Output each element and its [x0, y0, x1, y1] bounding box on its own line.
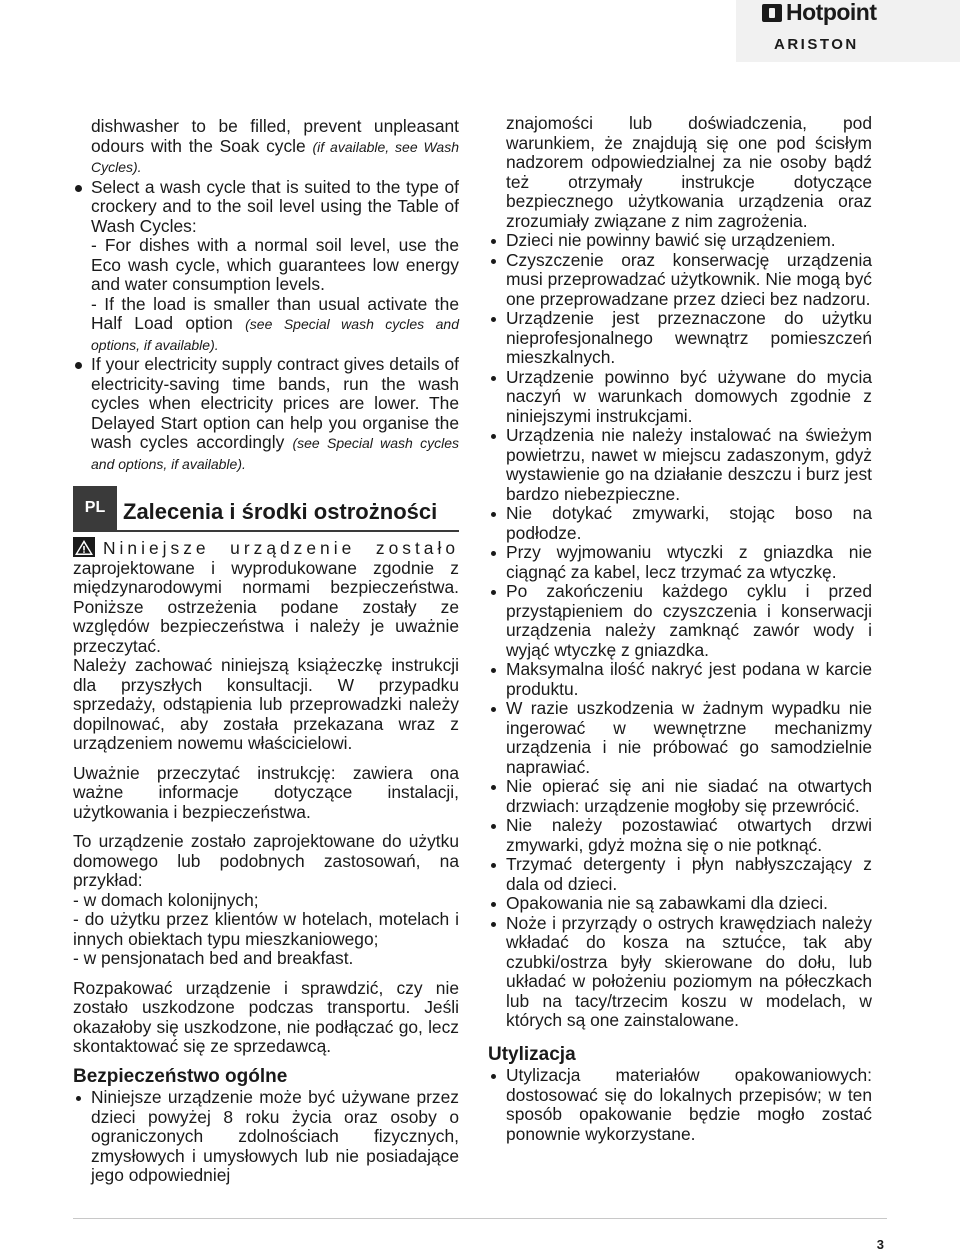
list-item: [73, 178, 459, 356]
list-item: [73, 355, 459, 474]
list-item: Po zakończeniu każdego cyklu i przed przystąpieniem do czyszczenia i konserwacji urządzenia należy zamknąć zawór wody i wyjąć wtyczkę z gniazdka.: [488, 582, 872, 660]
right-column: [488, 114, 872, 1144]
list-item: Dzieci nie powinny bawić się urządzeniem.: [488, 231, 872, 251]
paragraph: [73, 832, 459, 969]
bullet-text: If your electricity supply contract gives details of electricity-saving time bands, run the wash cycles when electricity prices are lower. The Delayed Start option can help you organise the wash cycles accordingly: [91, 354, 459, 452]
section-title: Zalecenia i środki ostrożności: [123, 499, 438, 524]
logo-sub-text: ARISTON: [774, 36, 859, 53]
list-item: Noże i przyrządy o ostrych krawędziach należy wkładać do kosza na sztućce, tak aby czubki/ostrza były skierowane do dołu, lub układać w położeniu poziomym na półeczkach lub na tacy/trzecim koszu w modelach, w których są one zainstalowane.: [488, 914, 872, 1031]
section-divider: [73, 530, 459, 532]
bullet-text: Select a wash cycle that is suited to the type of crockery and to the soil level using the Table of Wash Cycles:: [91, 176, 459, 236]
left-column-polish: [73, 537, 459, 1186]
bullet-dash-text: - If the load is smaller than usual activate the Half Load option: [91, 293, 459, 333]
list-item: Urządzenia nie należy instalować na świeżym powietrzu, nawet w miejscu zadaszonym, gdyż wystawienie go na działanie deszczu i burz jest bardzo niebezpieczne.: [488, 426, 872, 504]
lead-italic: (if available, see Wash Cycles).: [91, 138, 459, 175]
list-item: Urządzenie jest przeznaczone do użytku nieprofesjonalnego wewnątrz pomieszczeń mieszkalnych.: [488, 309, 872, 368]
paragraph: Rozpakować urządzenie i sprawdzić, czy nie zostało uszkodzone podczas transportu. Jeśli okazałoby się uszkodzone, nie podłączać go, lecz skontaktować się ze sprzedawcą.: [73, 977, 459, 1056]
warning-icon: [73, 537, 95, 557]
lead-text: dishwasher to be filled, prevent unpleasant odours with the Soak cycle: [91, 116, 459, 156]
paragraph: Uważnie przeczytać instrukcję: zawiera ona ważne informacje dotyczące instalacji, użytkowania i bezpieczeństwa.: [73, 762, 459, 822]
paragraph-text: To urządzenie zostało zaprojektowane do użytku domowego lub podobnych zastosowań, na przykład:: [73, 831, 459, 890]
intro-text: zaprojektowane i wyprodukowane zgodnie z międzynarodowymi normami bezpieczeństwa. Poniższe ostrzeżenia podane zostały ze względów bezpieczeństwa i należy je uważnie przeczytać.: [73, 557, 459, 656]
list-item: Czyszczenie oraz konserwację urządzenia musi przeprowadzać użytkownik. Nie mogą być one przeprowadzane przez dzieci bez nadzoru.: [488, 251, 872, 310]
lead-paragraph: [91, 117, 459, 178]
list-item: Opakowania nie są zabawkami dla dzieci.: [488, 894, 872, 914]
list-item: Urządzenie powinno być używane do mycia naczyń w warunkach domowych zgodnie z niniejszymi instrukcjami.: [488, 368, 872, 427]
bullet-dash-text: - For dishes with a normal soil level, use the Eco wash cycle, which guarantees low energy and water consumption levels.: [91, 235, 459, 294]
page-number: 3: [876, 1237, 884, 1252]
list-item: Przy wyjmowaniu wtyczki z gniazdka nie ciągnąć za kabel, lecz trzymać za wtyczkę.: [488, 543, 872, 582]
intro-spaced-text: Niniejsze urządzenie zostało: [103, 538, 459, 558]
heading-disposal: Utylizacja: [488, 1043, 576, 1065]
brand-logo: [736, 0, 960, 62]
logo-brand-text: Hotpoint: [786, 0, 877, 25]
footer-divider: [73, 1218, 887, 1219]
list-item: Utylizacja materiałów opakowaniowych: dostosować się do lokalnych przepisów; w ten sposób opakowanie będzie mogło zostać ponownie wykorzystane.: [488, 1066, 872, 1144]
list-dash-item: - w domach kolonijnych;: [73, 889, 259, 910]
list-dash-item: - w pensjonatach bed and breakfast.: [73, 948, 354, 968]
list-item: Nie opierać się ani nie siadać na otwartych drzwiach: urządzenie mogłoby się przewrócić.: [488, 777, 872, 816]
intro-paragraph: [73, 537, 459, 656]
list-item: W razie uszkodzenia w żadnym wypadku nie ingerować w wewnętrzne mechanizmy urządzenia i nie próbować go samodzielnie naprawiać.: [488, 699, 872, 777]
list-dash-item: - do użytku przez klientów w hotelach, motelach i innych obiektach typu mieszkaniowego;: [73, 909, 459, 949]
paragraph: Należy zachować niniejszą książeczkę instrukcji dla przyszłych konsultacji. W przypadku sprzedaży, odstąpienia lub przeprowadzki należy dopilnować, aby została przekazana wraz z urządzeniem nowemu właścicielowi.: [73, 655, 459, 753]
language-badge: PL: [73, 486, 117, 530]
bullet-italic: (see Special wash cycles and options, if available).: [91, 435, 459, 472]
list-item: Nie należy pozostawiać otwartych drzwi zmywarki, gdyż można się o nie potknąć.: [488, 816, 872, 855]
list-item: Trzymać detergenty i płyn nabłyszczający z dala od dzieci.: [488, 855, 872, 894]
lead-paragraph: znajomości lub doświadczenia, pod warunkiem, że znajdują się one pod ścisłym nadzorem odpowiedzialnej za nie osoby bądź też otrzymały instrukcje dotyczące bezpiecznego użytkowania urządzenia oraz zrozumiały związane z nim zagrożenia.: [506, 113, 872, 231]
bullet-italic: (see Special wash cycles and options, if available).: [91, 316, 459, 353]
left-column-english: [73, 117, 459, 474]
heading-general-safety: Bezpieczeństwo ogólne: [73, 1065, 288, 1087]
list-item: Maksymalna ilość nakryć jest podana w karcie produktu.: [488, 660, 872, 699]
list-item: Niniejsze urządzenie może być używane przez dzieci powyżej 8 roku życia oraz osoby o ograniczonych zdolnościach fizycznych, zmysłowych i umysłowych lub nie posiadające jego odpowiedniej: [73, 1088, 459, 1186]
hotpoint-logo-icon: [762, 4, 782, 22]
list-item: Nie dotykać zmywarki, stojąc boso na podłodze.: [488, 504, 872, 543]
